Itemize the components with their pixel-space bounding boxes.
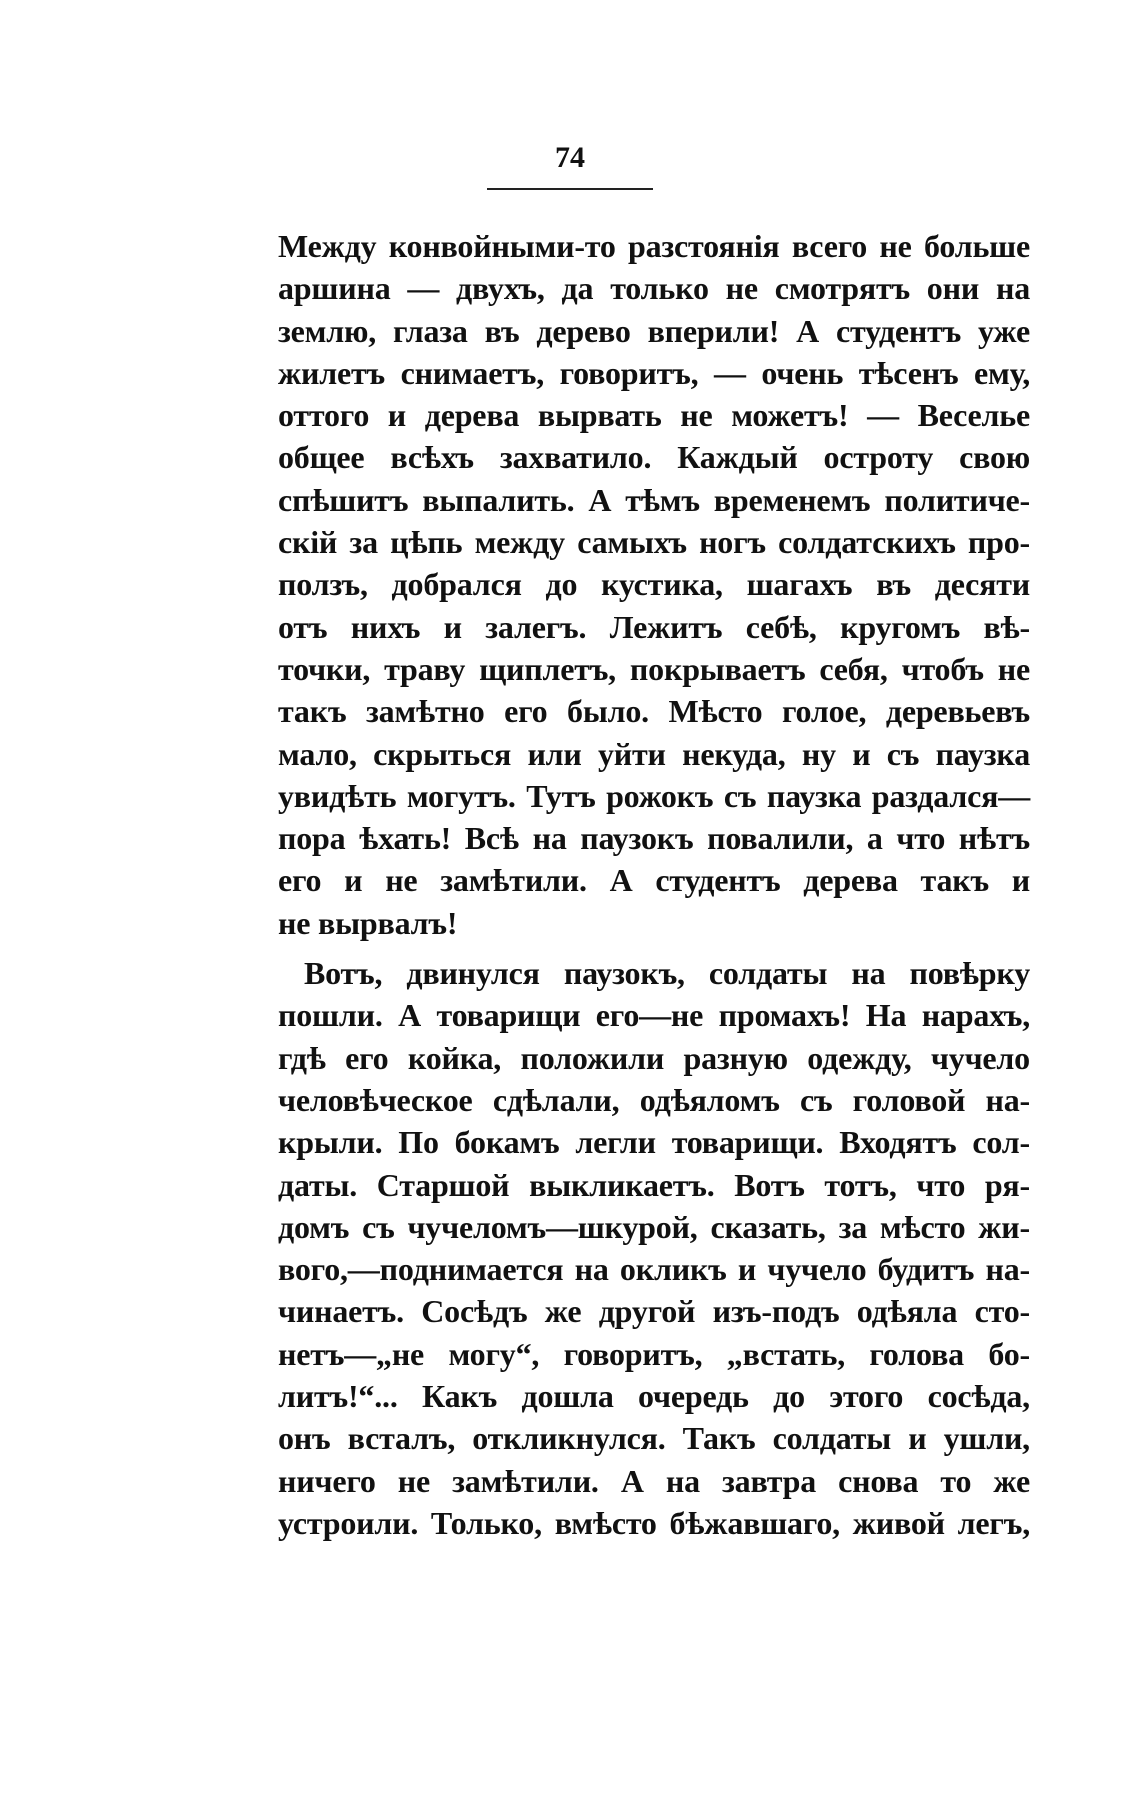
body-text [278,225,1030,1544]
text-line: точки, траву щиплетъ, покрываетъ себя, чтобъ не [278,650,1030,687]
text-line: устроили. Только, вмѣсто бѣжавшаго, живой легъ, [278,1504,1030,1541]
text-line: чинаетъ. Сосѣдъ же другой изъ-подъ одѣяла сто- [278,1293,1030,1330]
paragraph-gap [278,944,1030,952]
text-line: его и не замѣтили. А студентъ дерева такъ и [278,862,1030,899]
text-line: даты. Старшой выкликаетъ. Вотъ тотъ, что ря- [278,1166,1030,1203]
text-line: нетъ—„не могу“, говоритъ, „встать, голова бо- [278,1335,1030,1372]
text-line: аршина — двухъ, да только не смотрятъ они на [278,270,1030,307]
text-line: литъ!“... Какъ дошла очередь до этого сосѣда, [278,1378,1030,1415]
text-line: не вырвалъ! [278,904,458,941]
text-line: домъ съ чучеломъ—шкурой, сказать, за мѣсто жи- [278,1208,1030,1245]
text-line: пошли. А товарищи его—не промахъ! На нарахъ, [278,997,1030,1034]
header-rule [487,188,653,190]
text-line: онъ всталъ, откликнулся. Такъ солдаты и ушли, [278,1420,1030,1457]
text-line: землю, глаза въ дерево вперили! А студентъ уже [278,312,1030,349]
text-line: ползъ, добрался до кустика, шагахъ въ десяти [278,566,1030,603]
text-line: человѣческое сдѣлали, одѣяломъ съ головой на- [278,1081,1030,1118]
text-line: Вотъ, двинулся паузокъ, солдаты на повѣрку [304,955,1030,992]
text-line: отъ нихъ и залегъ. Лежитъ себѣ, кругомъ вѣ- [278,608,1030,645]
text-line: пора ѣхать! Всѣ на паузокъ повалили, а что нѣтъ [278,820,1030,857]
text-line: Между конвойными-то разстоянія всего не больше [278,228,1030,264]
page-number: 74 [555,141,585,174]
paragraph [278,225,1030,944]
text-line: общее всѣхъ захватило. Каждый остроту свою [278,439,1030,476]
text-line: скій за цѣпь между самыхъ ногъ солдатскихъ про- [278,524,1030,561]
text-line: вого,—поднимается на окликъ и чучело будитъ на- [278,1251,1030,1288]
text-line: жилетъ снимаетъ, говоритъ, — очень тѣсенъ ему, [278,354,1030,391]
text-line: мало, скрыться или уйти некуда, ну и съ паузка [278,735,1030,772]
text-line: ничего не замѣтили. А на завтра снова то же [278,1462,1030,1499]
text-line: оттого и дерева вырвать не можетъ! — Веселье [278,397,1030,434]
text-line: увидѣть могутъ. Тутъ рожокъ съ паузка раздался— [278,777,1030,814]
paragraph [278,952,1030,1544]
text-line: спѣшитъ выпалить. А тѣмъ временемъ политиче- [278,481,1030,518]
text-line: гдѣ его койка, положили разную одежду, чучело [278,1039,1030,1076]
text-line: такъ замѣтно его было. Мѣсто голое, деревьевъ [278,693,1030,730]
text-line: крыли. По бокамъ легли товарищи. Входятъ сол- [278,1124,1030,1161]
